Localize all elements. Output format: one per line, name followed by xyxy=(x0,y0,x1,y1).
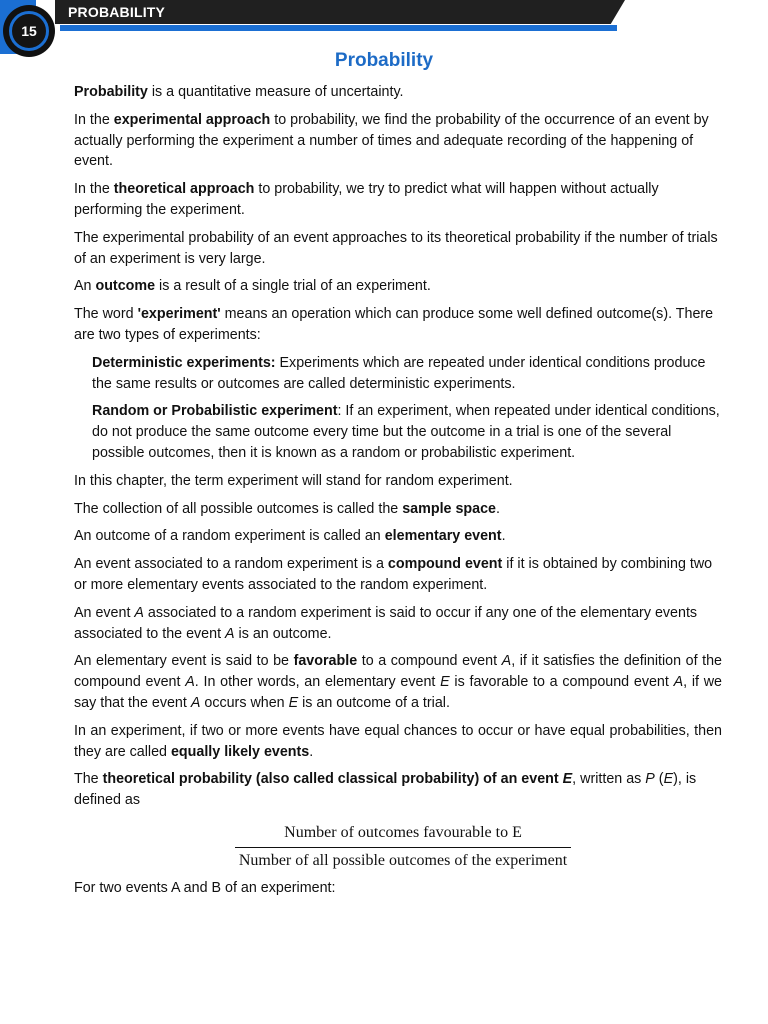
paragraph: In this chapter, the term experiment will stand for random experiment. xyxy=(74,472,513,489)
document-body xyxy=(74,82,722,905)
paragraph: An elementary event is said to be favorable to a compound event A, if it satisfies the definition of the compound event A. In other words, an elementary event E is favorable to a compound event A, if we say that the event A occurs when E is an outcome of a trial. xyxy=(74,653,723,711)
paragraph: The theoretical probability (also called classical probability) of an event E, written as P (E), is defined as xyxy=(74,771,697,809)
indented-paragraph: Deterministic experiments: Experiments which are repeated under identical conditions produce the same results or outcomes are called deterministic experiments. xyxy=(92,354,706,392)
paragraph: An event associated to a random experiment is a compound event if it is obtained by combining two or more elementary events associated to the random experiment. xyxy=(74,556,713,593)
paragraph: Probability is a quantitative measure of uncertainty. xyxy=(74,84,404,100)
paragraph: An event A associated to a random experiment is said to occur if any one of the elementary events associated to the event A is an outcome. xyxy=(74,604,698,642)
formula-numerator: Number of outcomes favourable to E xyxy=(284,823,522,841)
page-title: Probability xyxy=(334,50,434,71)
paragraph: The collection of all possible outcomes is called the sample space. xyxy=(74,500,500,517)
paragraph: An outcome is a result of a single trial of an experiment. xyxy=(74,278,431,295)
paragraph: The word 'experiment' means an operation which can produce some well defined outcome(s). There are two types of experiments: xyxy=(74,306,714,343)
indented-paragraph: Random or Probabilistic experiment: If an experiment, when repeated under identical conditions, do not produce the same outcome every time but the outcome in a trial is one of the several possible outcomes, then it is known as a random or probabilistic experiment. xyxy=(92,403,720,461)
paragraph: In the theoretical approach to probability, we try to predict what will happen without actually performing the experiment. xyxy=(74,181,659,218)
paragraph: The experimental probability of an event approaches to its theoretical probability if the number of trials of an experiment is very large. xyxy=(74,229,718,267)
paragraph: In an experiment, if two or more events have equal chances to occur or have equal probabilities, then they are called equally likely events. xyxy=(74,722,722,760)
paragraph: An outcome of a random experiment is called an elementary event. xyxy=(74,528,506,545)
paragraph: In the experimental approach to probability, we find the probability of the occurrence of an event by actually performing the experiment a number of times and adequate recording of the happening of event. xyxy=(74,111,709,170)
formula-denominator: Number of all possible outcomes of the experiment xyxy=(238,851,568,869)
paragraph: For two events A and B of an experiment: xyxy=(74,879,336,896)
chapter-number: 15 xyxy=(9,11,49,51)
header-accent-bar xyxy=(60,25,617,31)
probability-formula xyxy=(74,823,722,872)
chapter-title: PROBABILITY xyxy=(68,4,166,20)
